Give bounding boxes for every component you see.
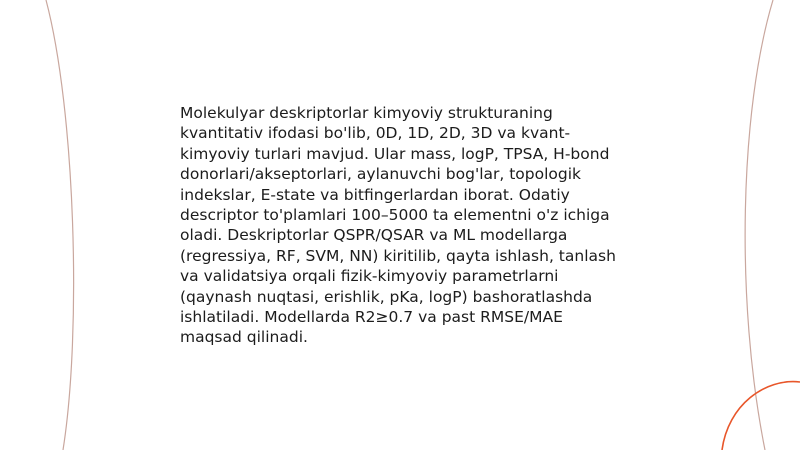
left-arc-line [46, 0, 74, 450]
orange-accent-arc [722, 382, 800, 450]
right-arc-line [745, 0, 773, 450]
body-paragraph: Molekulyar deskriptorlar kimyoviy strukturaning kvantitativ ifodasi bo'lib, 0D, 1D, 2D, 3D va kvant-kimyoviy turlari mavjud. Ular mass, logP, TPSA, H-bond donorlari/akseptorlari, aylanuvchi bog'lar, topologik indekslar, E-state va bitfingerlardan iborat. Odatiy descriptor to'plamlari 100–5000 ta elementni o'z ichiga oladi. Deskriptorlar QSPR/QSAR va ML modellarga (regressiya, RF, SVM, NN) kiritilib, qayta ishlash, tanlash va validatsiya orqali fizik-kimyoviy parametrlarni (qaynash nuqtasi, erishlik, pKa, logP) bashoratlashda ishlatiladi. Modellarda R2≥0.7 va past RMSE/MAE maqsad qilinadi. [180, 104, 616, 347]
